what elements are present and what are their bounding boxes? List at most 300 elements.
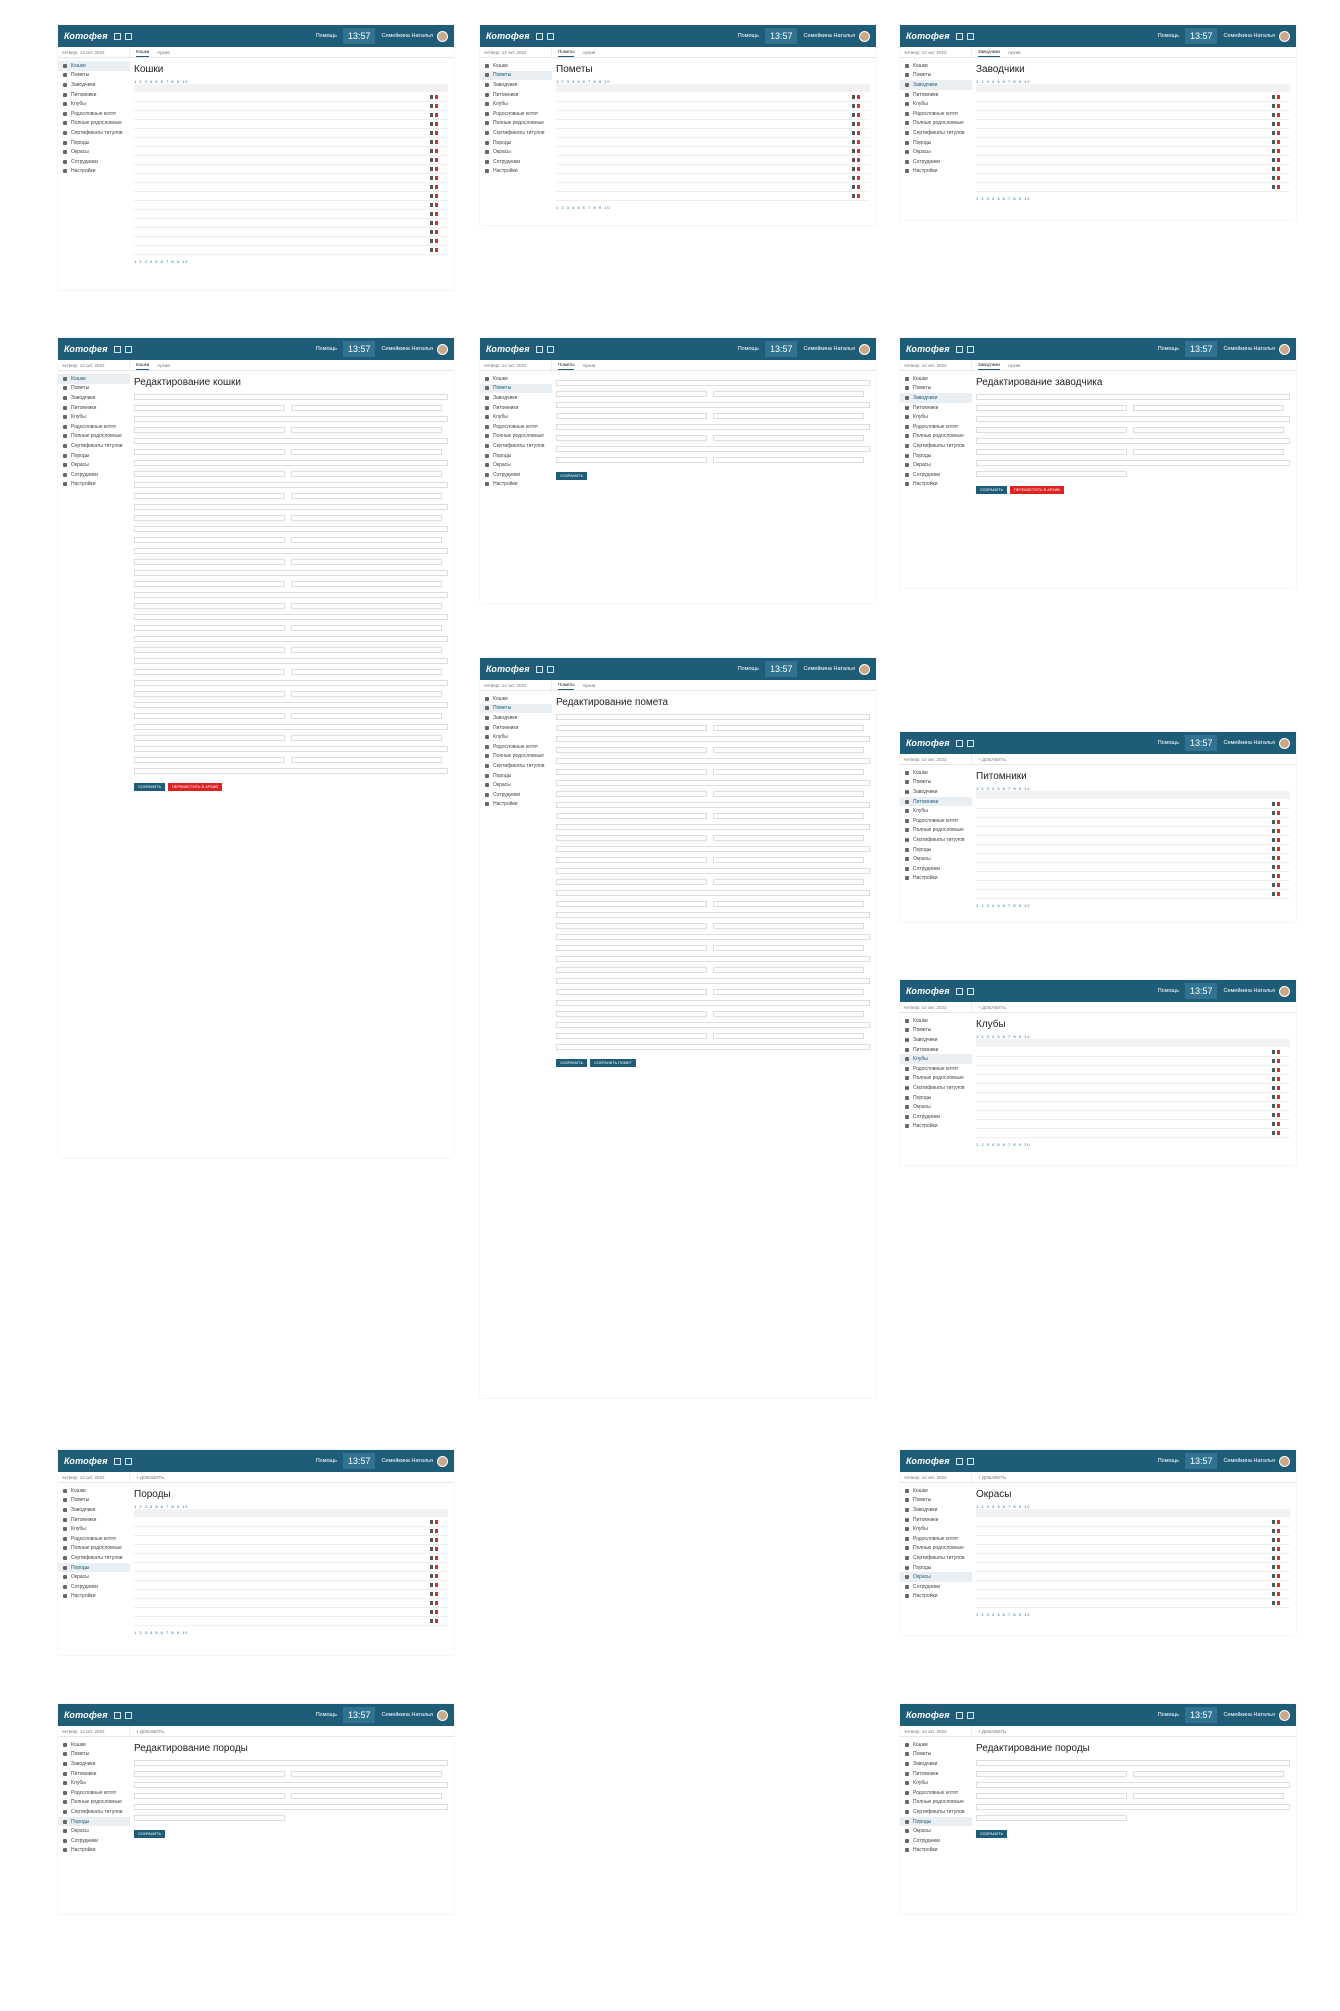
- sidebar-item[interactable]: [58, 157, 130, 167]
- table-row[interactable]: [134, 228, 448, 237]
- pagination-bottom[interactable]: 1 2 3 4 5 6 7 8 9 10: [976, 903, 1031, 908]
- sidebar-item[interactable]: [480, 790, 552, 800]
- sidebar-item[interactable]: [900, 1035, 972, 1045]
- edit-icon[interactable]: [430, 1547, 433, 1551]
- row-actions[interactable]: [852, 185, 870, 189]
- table-row[interactable]: [556, 120, 870, 129]
- row-actions[interactable]: [1272, 1113, 1290, 1117]
- sidebar-item[interactable]: [58, 61, 130, 71]
- form-field[interactable]: [134, 614, 448, 620]
- form-field[interactable]: [134, 1804, 448, 1810]
- form-field[interactable]: [556, 912, 870, 918]
- tab-1[interactable]: Архив: [1007, 362, 1021, 368]
- logo[interactable]: Котофея: [906, 738, 950, 748]
- sidebar-item[interactable]: [480, 723, 552, 733]
- edit-icon[interactable]: [430, 1520, 433, 1524]
- sidebar-item[interactable]: [900, 451, 972, 461]
- table-row[interactable]: [134, 147, 448, 156]
- delete-icon[interactable]: [435, 248, 438, 252]
- delete-icon[interactable]: [857, 176, 860, 180]
- sidebar-item[interactable]: [480, 480, 552, 490]
- tab-0[interactable]: Заводчики: [978, 360, 1000, 370]
- edit-icon[interactable]: [1272, 1050, 1275, 1054]
- user-name[interactable]: Семейкина Наталья: [1223, 740, 1275, 746]
- row-actions[interactable]: [1272, 149, 1290, 153]
- avatar[interactable]: [437, 31, 448, 42]
- sidebar-item[interactable]: [900, 1534, 972, 1544]
- form-field[interactable]: [556, 391, 707, 397]
- edit-icon[interactable]: [1272, 140, 1275, 144]
- sidebar-item[interactable]: [900, 1074, 972, 1084]
- help-link[interactable]: Помощь: [315, 33, 337, 39]
- user-name[interactable]: Семейкина Наталья: [803, 33, 855, 39]
- form-field[interactable]: [713, 835, 864, 841]
- sidebar-item[interactable]: [58, 470, 130, 480]
- edit-icon[interactable]: [852, 104, 855, 108]
- bell-icon[interactable]: [547, 666, 554, 673]
- row-actions[interactable]: [852, 194, 870, 198]
- delete-icon[interactable]: [1277, 1574, 1280, 1578]
- sidebar-item[interactable]: [58, 1496, 130, 1506]
- form-field[interactable]: [134, 603, 285, 609]
- form-field[interactable]: [134, 669, 285, 675]
- bell-icon[interactable]: [967, 1458, 974, 1465]
- row-actions[interactable]: [430, 212, 448, 216]
- sidebar-item[interactable]: [480, 71, 552, 81]
- save-button[interactable]: СОХРАНИТЬ: [556, 1059, 587, 1067]
- form-field[interactable]: [556, 802, 870, 808]
- pagination-bottom[interactable]: 1 2 3 4 5 6 7 8 9 10: [976, 1612, 1031, 1617]
- sidebar-item[interactable]: [900, 1083, 972, 1093]
- row-actions[interactable]: [852, 167, 870, 171]
- notes-icon[interactable]: [114, 1712, 121, 1719]
- form-field[interactable]: [291, 713, 442, 719]
- form-field[interactable]: [134, 581, 285, 587]
- delete-icon[interactable]: [1277, 1077, 1280, 1081]
- sidebar-item[interactable]: [58, 71, 130, 81]
- edit-icon[interactable]: [430, 95, 433, 99]
- delete-icon[interactable]: [1277, 1059, 1280, 1063]
- sidebar-item[interactable]: [900, 1505, 972, 1515]
- form-field[interactable]: [134, 471, 285, 477]
- form-field[interactable]: [713, 813, 864, 819]
- form-field[interactable]: [134, 647, 285, 653]
- sidebar-item[interactable]: [900, 432, 972, 442]
- table-row[interactable]: [134, 1554, 448, 1563]
- delete-icon[interactable]: [1277, 131, 1280, 135]
- tab-0[interactable]: Заводчики: [978, 47, 1000, 57]
- delete-icon[interactable]: [1277, 1520, 1280, 1524]
- sidebar-item[interactable]: [58, 1592, 130, 1602]
- delete-icon[interactable]: [435, 1610, 438, 1614]
- row-actions[interactable]: [1272, 1574, 1290, 1578]
- notes-icon[interactable]: [956, 1712, 963, 1719]
- delete-icon[interactable]: [1277, 1538, 1280, 1542]
- form-field[interactable]: [556, 956, 870, 962]
- sidebar-item[interactable]: [480, 403, 552, 413]
- edit-icon[interactable]: [852, 140, 855, 144]
- row-actions[interactable]: [430, 176, 448, 180]
- sidebar-item[interactable]: [900, 1740, 972, 1750]
- delete-icon[interactable]: [857, 122, 860, 126]
- sidebar-item[interactable]: [58, 441, 130, 451]
- delete-icon[interactable]: [1277, 122, 1280, 126]
- form-field[interactable]: [556, 435, 707, 441]
- table-row[interactable]: [976, 845, 1290, 854]
- sidebar-item[interactable]: [58, 1769, 130, 1779]
- form-field[interactable]: [556, 791, 707, 797]
- table-row[interactable]: [976, 827, 1290, 836]
- add-link[interactable]: + ДОБАВИТЬ: [978, 1004, 1007, 1010]
- edit-icon[interactable]: [430, 122, 433, 126]
- edit-icon[interactable]: [430, 113, 433, 117]
- delete-icon[interactable]: [1277, 104, 1280, 108]
- sidebar-item[interactable]: [900, 1496, 972, 1506]
- delete-icon[interactable]: [435, 1547, 438, 1551]
- form-field[interactable]: [713, 923, 864, 929]
- row-actions[interactable]: [1272, 820, 1290, 824]
- row-actions[interactable]: [1272, 1050, 1290, 1054]
- delete-icon[interactable]: [857, 167, 860, 171]
- delete-icon[interactable]: [435, 230, 438, 234]
- sidebar-item[interactable]: [900, 403, 972, 413]
- sidebar-item[interactable]: [58, 460, 130, 470]
- row-actions[interactable]: [1272, 113, 1290, 117]
- form-field[interactable]: [134, 570, 448, 576]
- user-name[interactable]: Семейкина Наталья: [1223, 33, 1275, 39]
- form-field[interactable]: [556, 835, 707, 841]
- form-field[interactable]: [291, 537, 442, 543]
- table-row[interactable]: [976, 93, 1290, 102]
- sidebar-item[interactable]: [900, 71, 972, 81]
- table-row[interactable]: [556, 183, 870, 192]
- sidebar-item[interactable]: [480, 412, 552, 422]
- sidebar-item[interactable]: [900, 1486, 972, 1496]
- delete-icon[interactable]: [1277, 820, 1280, 824]
- table-row[interactable]: [976, 1129, 1290, 1138]
- logo[interactable]: Котофея: [64, 1456, 108, 1466]
- edit-icon[interactable]: [852, 149, 855, 153]
- edit-icon[interactable]: [1272, 1583, 1275, 1587]
- sidebar-item[interactable]: [900, 1759, 972, 1769]
- form-field[interactable]: [976, 394, 1290, 400]
- edit-icon[interactable]: [1272, 1068, 1275, 1072]
- logo[interactable]: Котофея: [486, 344, 530, 354]
- row-actions[interactable]: [430, 1529, 448, 1533]
- table-row[interactable]: [134, 1545, 448, 1554]
- form-field[interactable]: [713, 413, 864, 419]
- row-actions[interactable]: [430, 185, 448, 189]
- sidebar-item[interactable]: [900, 787, 972, 797]
- user-name[interactable]: Семейкина Наталья: [1223, 988, 1275, 994]
- form-field[interactable]: [976, 416, 1290, 422]
- form-field[interactable]: [556, 967, 707, 973]
- table-row[interactable]: [556, 156, 870, 165]
- sidebar-item[interactable]: [58, 90, 130, 100]
- pagination[interactable]: 1 2 3 4 5 6 7 8 9 10: [976, 1034, 1031, 1039]
- sidebar-item[interactable]: [58, 99, 130, 109]
- form-field[interactable]: [976, 449, 1127, 455]
- delete-icon[interactable]: [1277, 1547, 1280, 1551]
- delete-icon[interactable]: [857, 131, 860, 135]
- pagination[interactable]: 1 2 3 4 5 6 7 8 9 10: [556, 79, 611, 84]
- delete-icon[interactable]: [435, 158, 438, 162]
- form-field[interactable]: [134, 724, 448, 730]
- edit-icon[interactable]: [1272, 829, 1275, 833]
- avatar[interactable]: [437, 344, 448, 355]
- form-field[interactable]: [713, 725, 864, 731]
- form-field[interactable]: [291, 559, 442, 565]
- row-actions[interactable]: [852, 131, 870, 135]
- sidebar-item[interactable]: [480, 441, 552, 451]
- table-row[interactable]: [976, 1527, 1290, 1536]
- delete-icon[interactable]: [1277, 185, 1280, 189]
- pagination-bottom[interactable]: 1 2 3 4 5 6 7 8 9 10: [556, 205, 611, 210]
- row-actions[interactable]: [852, 113, 870, 117]
- row-actions[interactable]: [430, 1547, 448, 1551]
- help-link[interactable]: Помощь: [1157, 346, 1179, 352]
- sidebar-item[interactable]: [480, 704, 552, 714]
- form-field[interactable]: [976, 405, 1127, 411]
- delete-icon[interactable]: [857, 113, 860, 117]
- delete-icon[interactable]: [857, 194, 860, 198]
- form-field[interactable]: [291, 427, 442, 433]
- add-link[interactable]: + ДОБАВИТЬ: [136, 1474, 165, 1480]
- edit-icon[interactable]: [1272, 149, 1275, 153]
- sidebar-item[interactable]: [58, 119, 130, 129]
- table-row[interactable]: [976, 129, 1290, 138]
- form-field[interactable]: [134, 768, 448, 774]
- form-field[interactable]: [556, 457, 707, 463]
- sidebar-item[interactable]: [480, 384, 552, 394]
- sidebar-item[interactable]: [58, 1798, 130, 1808]
- table-row[interactable]: [976, 1111, 1290, 1120]
- logo[interactable]: Котофея: [906, 986, 950, 996]
- table-row[interactable]: [976, 881, 1290, 890]
- edit-icon[interactable]: [430, 1601, 433, 1605]
- edit-icon[interactable]: [1272, 113, 1275, 117]
- table-row[interactable]: [976, 120, 1290, 129]
- row-actions[interactable]: [430, 1610, 448, 1614]
- edit-icon[interactable]: [1272, 865, 1275, 869]
- sidebar-item[interactable]: [58, 1807, 130, 1817]
- delete-icon[interactable]: [435, 113, 438, 117]
- edit-icon[interactable]: [430, 194, 433, 198]
- avatar[interactable]: [1279, 738, 1290, 749]
- sidebar-item[interactable]: [900, 90, 972, 100]
- delete-icon[interactable]: [435, 1619, 438, 1623]
- sidebar-item[interactable]: [58, 1524, 130, 1534]
- form-field[interactable]: [556, 1033, 707, 1039]
- form-field[interactable]: [556, 824, 870, 830]
- edit-icon[interactable]: [1272, 802, 1275, 806]
- table-row[interactable]: [976, 147, 1290, 156]
- form-field[interactable]: [134, 1782, 448, 1788]
- form-field[interactable]: [134, 1771, 285, 1777]
- avatar[interactable]: [437, 1710, 448, 1721]
- form-field[interactable]: [134, 680, 448, 686]
- tab-0[interactable]: Пометы: [558, 680, 574, 690]
- add-link[interactable]: + ДОБАВИТЬ: [978, 756, 1007, 762]
- table-row[interactable]: [556, 165, 870, 174]
- form-field[interactable]: [556, 1000, 870, 1006]
- row-actions[interactable]: [430, 1574, 448, 1578]
- table-row[interactable]: [556, 93, 870, 102]
- delete-icon[interactable]: [1277, 176, 1280, 180]
- edit-icon[interactable]: [430, 1556, 433, 1560]
- sidebar-item[interactable]: [900, 1778, 972, 1788]
- table-row[interactable]: [976, 156, 1290, 165]
- row-actions[interactable]: [1272, 1095, 1290, 1099]
- sidebar-item[interactable]: [900, 441, 972, 451]
- sidebar-item[interactable]: [58, 1759, 130, 1769]
- row-actions[interactable]: [1272, 1077, 1290, 1081]
- sidebar-item[interactable]: [900, 854, 972, 864]
- tab-1[interactable]: Архив: [157, 49, 170, 55]
- form-field[interactable]: [713, 989, 864, 995]
- form-field[interactable]: [134, 713, 285, 719]
- form-field[interactable]: [556, 380, 870, 386]
- notes-icon[interactable]: [114, 346, 121, 353]
- edit-icon[interactable]: [852, 122, 855, 126]
- delete-icon[interactable]: [1277, 1592, 1280, 1596]
- edit-icon[interactable]: [1272, 104, 1275, 108]
- form-field[interactable]: [556, 1044, 870, 1050]
- row-actions[interactable]: [1272, 1583, 1290, 1587]
- sidebar-item[interactable]: [900, 61, 972, 71]
- table-row[interactable]: [976, 872, 1290, 881]
- row-actions[interactable]: [430, 1565, 448, 1569]
- table-row[interactable]: [134, 129, 448, 138]
- sidebar-item[interactable]: [900, 1544, 972, 1554]
- sidebar-item[interactable]: [480, 422, 552, 432]
- delete-icon[interactable]: [1277, 874, 1280, 878]
- pagination[interactable]: 1 2 3 4 5 6 7 8 9 10: [976, 79, 1031, 84]
- edit-icon[interactable]: [1272, 131, 1275, 135]
- form-field[interactable]: [291, 581, 442, 587]
- table-row[interactable]: [976, 1075, 1290, 1084]
- tab-0[interactable]: Пометы: [558, 47, 574, 57]
- edit-icon[interactable]: [1272, 892, 1275, 896]
- form-field[interactable]: [556, 1011, 707, 1017]
- edit-icon[interactable]: [430, 1592, 433, 1596]
- sidebar-item[interactable]: [480, 460, 552, 470]
- sidebar-item[interactable]: [480, 99, 552, 109]
- sidebar-item[interactable]: [480, 147, 552, 157]
- sidebar-item[interactable]: [480, 451, 552, 461]
- form-field[interactable]: [556, 402, 870, 408]
- pagination[interactable]: 1 2 3 4 5 6 7 8 9 10: [134, 1504, 189, 1509]
- help-link[interactable]: Помощь: [737, 33, 759, 39]
- sidebar-item[interactable]: [58, 1740, 130, 1750]
- form-field[interactable]: [134, 482, 448, 488]
- delete-icon[interactable]: [1277, 1556, 1280, 1560]
- row-actions[interactable]: [430, 95, 448, 99]
- table-row[interactable]: [976, 1545, 1290, 1554]
- table-row[interactable]: [556, 102, 870, 111]
- delete-icon[interactable]: [435, 1583, 438, 1587]
- sidebar-item[interactable]: [900, 480, 972, 490]
- user-name[interactable]: Семейкина Наталья: [381, 1458, 433, 1464]
- row-actions[interactable]: [1272, 847, 1290, 851]
- table-row[interactable]: [976, 863, 1290, 872]
- sidebar-item[interactable]: [900, 1798, 972, 1808]
- delete-icon[interactable]: [435, 176, 438, 180]
- form-field[interactable]: [134, 658, 448, 664]
- table-row[interactable]: [556, 111, 870, 120]
- edit-icon[interactable]: [430, 140, 433, 144]
- table-row[interactable]: [976, 1093, 1290, 1102]
- form-field[interactable]: [134, 592, 448, 598]
- row-actions[interactable]: [1272, 1529, 1290, 1533]
- form-field[interactable]: [713, 901, 864, 907]
- sidebar-item[interactable]: [58, 1486, 130, 1496]
- archive-button[interactable]: ПЕРЕМЕСТИТЬ В АРХИВ: [1010, 486, 1064, 494]
- form-field[interactable]: [291, 1793, 442, 1799]
- edit-icon[interactable]: [430, 1538, 433, 1542]
- edit-icon[interactable]: [1272, 1520, 1275, 1524]
- table-row[interactable]: [976, 1048, 1290, 1057]
- notes-icon[interactable]: [956, 988, 963, 995]
- delete-icon[interactable]: [1277, 838, 1280, 842]
- edit-icon[interactable]: [1272, 874, 1275, 878]
- sidebar-item[interactable]: [900, 460, 972, 470]
- edit-icon[interactable]: [1272, 820, 1275, 824]
- table-row[interactable]: [134, 201, 448, 210]
- edit-icon[interactable]: [1272, 1095, 1275, 1099]
- table-row[interactable]: [134, 1599, 448, 1608]
- form-field[interactable]: [134, 427, 285, 433]
- form-field[interactable]: [291, 691, 442, 697]
- table-row[interactable]: [134, 1608, 448, 1617]
- sidebar-item[interactable]: [58, 147, 130, 157]
- notes-icon[interactable]: [956, 346, 963, 353]
- table-row[interactable]: [134, 237, 448, 246]
- delete-icon[interactable]: [435, 1574, 438, 1578]
- form-field[interactable]: [976, 460, 1290, 466]
- delete-icon[interactable]: [1277, 802, 1280, 806]
- row-actions[interactable]: [430, 149, 448, 153]
- sidebar-item[interactable]: [480, 742, 552, 752]
- form-field[interactable]: [134, 757, 285, 763]
- notes-icon[interactable]: [956, 33, 963, 40]
- form-field[interactable]: [134, 1793, 285, 1799]
- delete-icon[interactable]: [435, 185, 438, 189]
- edit-icon[interactable]: [1272, 847, 1275, 851]
- sidebar-item[interactable]: [900, 384, 972, 394]
- sidebar-item[interactable]: [58, 1750, 130, 1760]
- logo[interactable]: Котофея: [64, 344, 108, 354]
- sidebar-item[interactable]: [58, 1544, 130, 1554]
- delete-icon[interactable]: [435, 1520, 438, 1524]
- save-button[interactable]: СОХРАНИТЬ: [556, 472, 587, 480]
- form-field[interactable]: [556, 868, 870, 874]
- pagination[interactable]: 1 2 3 4 5 6 7 8 9 10: [976, 786, 1031, 791]
- table-row[interactable]: [134, 1518, 448, 1527]
- sidebar-item[interactable]: [58, 480, 130, 490]
- sidebar-item[interactable]: [900, 1826, 972, 1836]
- form-field[interactable]: [556, 780, 870, 786]
- sidebar-item[interactable]: [58, 1836, 130, 1846]
- table-row[interactable]: [134, 93, 448, 102]
- edit-icon[interactable]: [430, 1619, 433, 1623]
- sidebar-item[interactable]: [58, 128, 130, 138]
- edit-icon[interactable]: [430, 149, 433, 153]
- row-actions[interactable]: [852, 158, 870, 162]
- table-row[interactable]: [976, 1102, 1290, 1111]
- sidebar-item[interactable]: [58, 393, 130, 403]
- sidebar-item[interactable]: [900, 826, 972, 836]
